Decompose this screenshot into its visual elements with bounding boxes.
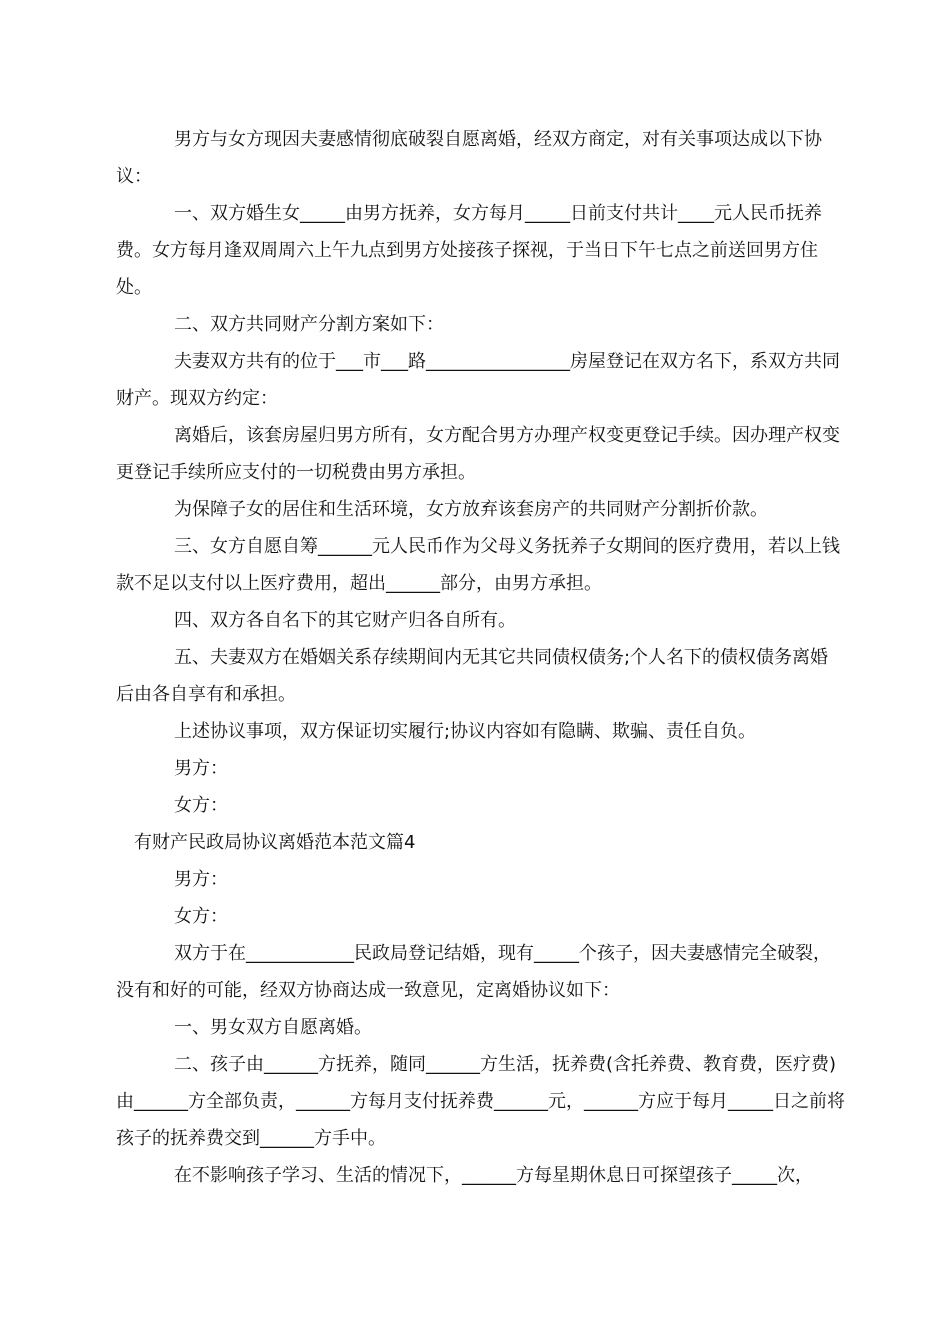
- paragraph-marriage-registration: 双方于在____________民政局登记结婚，现有_____个孩子，因夫妻感情完全破裂，没有和好的可能，经双方协商达成一致意见，定离婚协议如下：: [116, 943, 831, 1001]
- paragraph-guarantee: 上述协议事项，双方保证切实履行;协议内容如有隐瞒、欺骗、责任自负。: [174, 721, 757, 742]
- paragraph-other-property: 四、双方各自名下的其它财产归各自所有。: [174, 610, 516, 631]
- section2-husband: 男方：: [174, 869, 228, 890]
- section-heading: 有财产民政局协议离婚范本范文篇4: [134, 832, 416, 853]
- paragraph-custody: 二、孩子由______方抚养，随同______方生活，抚养费(含托养费、教育费，医疗费)由______方全部负责，______方每月支付抚养费______元，______方应于每月_____日之前将孩子的抚养费交到______方手中。: [116, 1054, 845, 1149]
- paragraph-debts: 五、夫妻双方在婚姻关系存续期间内无其它共同债权债务;个人名下的债权债务离婚后由各自享有和承担。: [116, 647, 829, 705]
- paragraph-property-waiver: 为保障子女的居住和生活环境，女方放弃该套房产的共同财产分割折价款。: [174, 499, 768, 520]
- paragraph-property-ownership: 离婚后，该套房屋归男方所有，女方配合男方办理产权变更登记手续。因办理产权变更登记手续所应支付的一切税费由男方承担。: [116, 425, 840, 483]
- paragraph-property-location: 夫妻双方共有的位于___市___路________________房屋登记在双方名下，系双方共同财产。现双方约定：: [116, 351, 840, 409]
- paragraph-intro: 男方与女方现因夫妻感情彻底破裂自愿离婚，经双方商定，对有关事项达成以下协议：: [116, 129, 822, 187]
- paragraph-property-heading: 二、双方共同财产分割方案如下：: [174, 314, 444, 335]
- paragraph-voluntary-divorce: 一、男女双方自愿离婚。: [174, 1017, 372, 1038]
- paragraph-child-support: 一、双方婚生女_____由男方抚养，女方每月_____日前支付共计____元人民币抚养费。女方每月逢双周周六上午九点到男方处接孩子探视，于当日下午七点之前送回男方住处。: [116, 203, 822, 298]
- paragraph-visitation: 在不影响孩子学习、生活的情况下，______方每星期休息日可探望孩子_____次，: [174, 1165, 813, 1186]
- document-body: [116, 121, 846, 1194]
- signature-wife: 女方：: [174, 795, 228, 816]
- signature-husband: 男方：: [174, 758, 228, 779]
- paragraph-medical-fees: 三、女方自愿自筹______元人民币作为父母义务抚养子女期间的医疗费用，若以上钱款不足以支付以上医疗费用，超出______部分，由男方承担。: [116, 536, 840, 594]
- section2-wife: 女方：: [174, 906, 228, 927]
